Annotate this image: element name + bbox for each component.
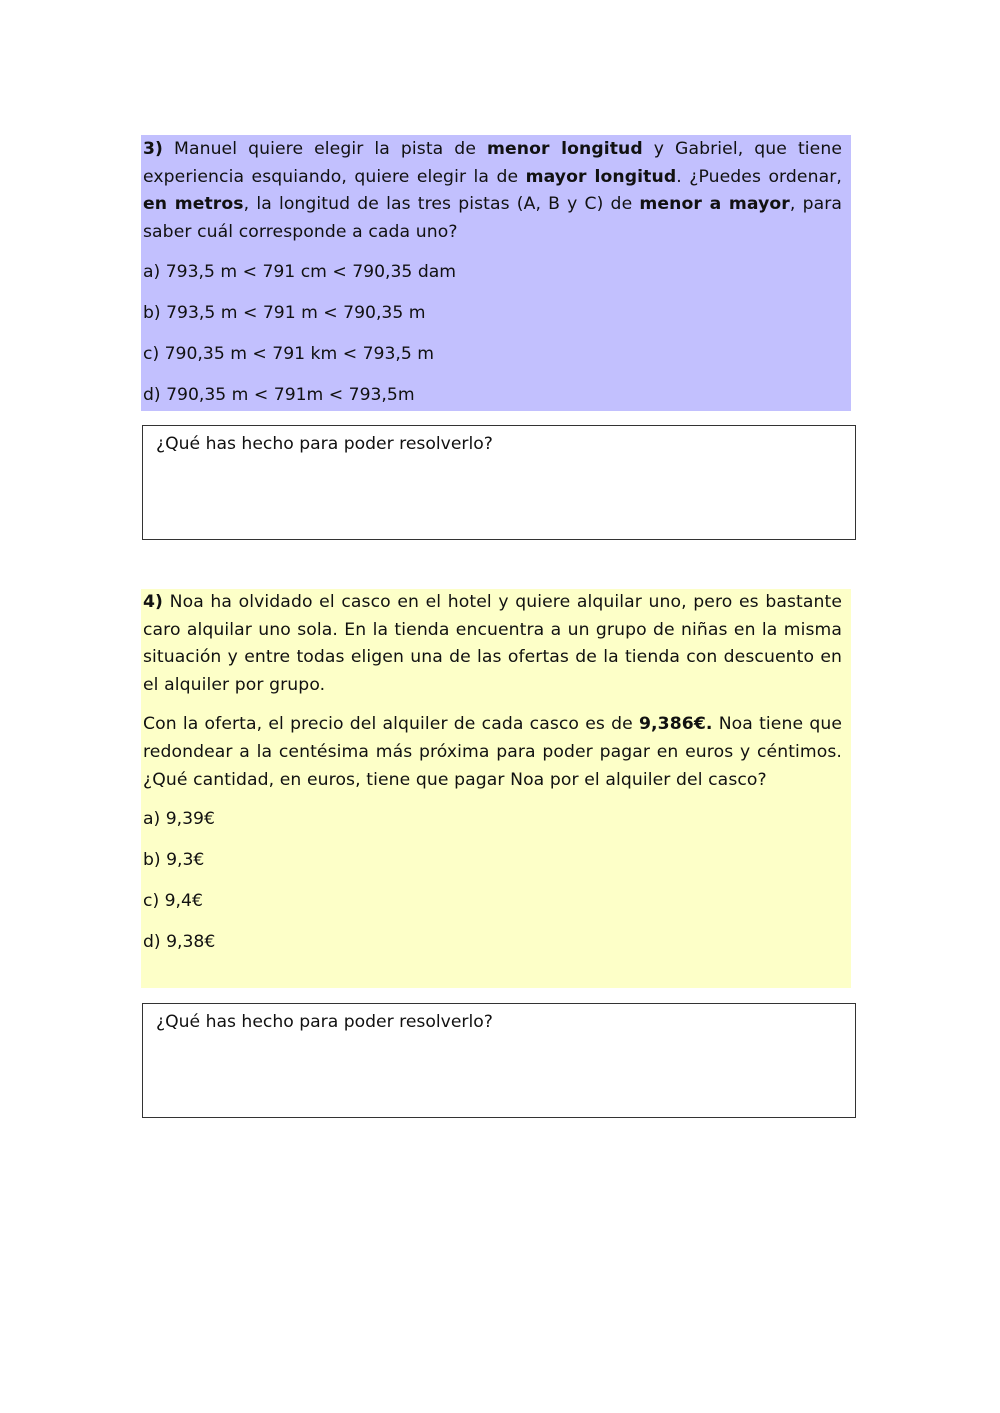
- question-3: [141, 135, 851, 411]
- question-3-number: 3): [143, 139, 164, 159]
- question-4: [141, 589, 851, 988]
- option-d[interactable]: d) 9,38€: [143, 932, 216, 953]
- question-4-statement: 4) Noa ha olvidado el casco en el hotel y quiere alquilar uno, pero es bastante caro alquilar uno sola. En la tienda encuentra a un grupo de niñas en la misma situación y entre todas eligen una de las ofertas de la tienda con descuento en el alquiler por grupo.: [143, 592, 842, 695]
- question-4-options: [143, 806, 842, 956]
- question-3-statement: 3) Manuel quiere elegir la pista de menor longitud y Gabriel, que tiene experiencia esquiando, quiere elegir la de mayor longitud. ¿Puedes ordenar, en metros, la longitud de las tres pistas (A, B y C) de menor a mayor, para saber cuál corresponde a cada uno?: [143, 139, 843, 242]
- question-3-answer-box: [142, 425, 856, 540]
- option-a[interactable]: a) 9,39€: [143, 809, 215, 830]
- question-3-options: [143, 259, 842, 409]
- option-c[interactable]: c) 790,35 m < 791 km < 793,5 m: [143, 344, 434, 365]
- option-b[interactable]: b) 793,5 m < 791 m < 790,35 m: [143, 303, 426, 324]
- answer-prompt: ¿Qué has hecho para poder resolverlo?: [156, 434, 493, 454]
- question-4-answer-box: [142, 1003, 856, 1118]
- option-b[interactable]: b) 9,3€: [143, 850, 205, 871]
- option-c[interactable]: c) 9,4€: [143, 891, 203, 912]
- question-3-answer-input[interactable]: [155, 462, 845, 536]
- option-d[interactable]: d) 790,35 m < 791m < 793,5m: [143, 385, 415, 406]
- question-4-question: Con la oferta, el precio del alquiler de cada casco es de 9,386€. Noa tiene que redondear a la centésima más próxima para poder pagar en euros y céntimos. ¿Qué cantidad, en euros, tiene que pagar Noa por el alquiler del casco?: [143, 714, 843, 790]
- question-4-answer-input[interactable]: [155, 1040, 845, 1114]
- answer-prompt: ¿Qué has hecho para poder resolverlo?: [156, 1012, 493, 1032]
- option-a[interactable]: a) 793,5 m < 791 cm < 790,35 dam: [143, 262, 457, 283]
- question-4-number: 4): [143, 592, 164, 612]
